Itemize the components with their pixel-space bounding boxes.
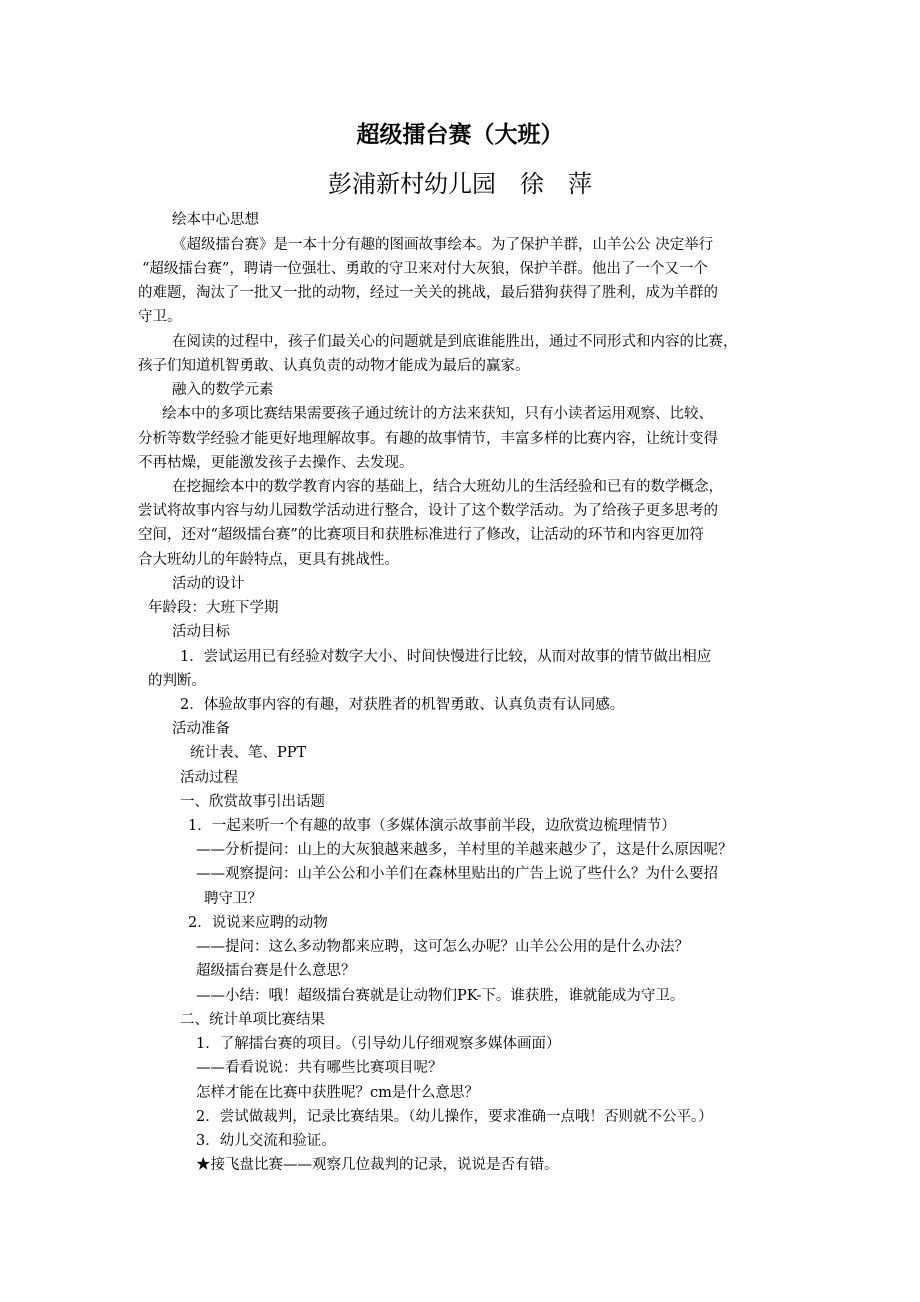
paragraph-line: 统计表、笔、PPT (190, 745, 307, 761)
paragraph-line: 分析等数学经验才能更好地理解故事。有趣的故事情节，丰富多样的比赛内容，让统计变得 (138, 431, 718, 447)
list-item: 2．说说来应聘的动物 (188, 915, 328, 931)
paragraph-line: 绘本中的多项比赛结果需要孩子通过统计的方法来获知，只有小读者运用观察、比较、 (162, 406, 713, 422)
list-item: 3．幼儿交流和验证。 (196, 1133, 336, 1149)
list-item: 2．尝试做裁判，记录比赛结果。（幼儿操作，要求准确一点哦！否则就不公平。） (196, 1109, 713, 1125)
paragraph-line: 在阅读的过程中，孩子们最关心的问题就是到底谁能胜出，通过不同形式和内容的比赛， (172, 334, 738, 350)
paragraph-line: 合大班幼儿的年龄特点，更具有挑战性。 (138, 552, 399, 568)
section-heading: 绘本中心思想 (172, 212, 259, 228)
paragraph-line: 守卫。 (138, 309, 182, 325)
paragraph-line: 在挖掘绘本中的数学教育内容的基础上，结合大班幼儿的生活经验和已有的数学概念， (172, 479, 723, 495)
paragraph-line: 年龄段：大班下学期 (148, 600, 279, 616)
list-item: 1．了解擂台赛的项目。（引导幼儿仔细观察多媒体画面） (196, 1036, 561, 1052)
section-heading: 二、统计单项比赛结果 (180, 1012, 325, 1028)
section-heading: 融入的数学元素 (172, 382, 274, 398)
list-item: 超级擂台赛是什么意思？ (196, 963, 356, 979)
list-item: 1．尝试运用已有经验对数字大小、时间快慢进行比较，从而对故事的情节做出相应 (180, 649, 712, 665)
list-item: ——提问：这么多动物都来应聘，这可怎么办呢？山羊公公用的是什么办法？ (196, 939, 689, 955)
paragraph-line: 的难题，淘汰了一批又一批的动物，经过一关关的挑战，最后猎狗获得了胜利，成为羊群的 (138, 285, 718, 301)
list-item: ★接飞盘比赛——观察几位裁判的记录，说说是否有错。 (196, 1157, 559, 1173)
author-line: 彭浦新村幼儿园 徐 萍 (328, 170, 592, 198)
paragraph-line: 孩子们知道机智勇敢、认真负责的动物才能成为最后的赢家。 (138, 358, 530, 374)
list-item: 1．一起来听一个有趣的故事（多媒体演示故事前半段，边欣赏边梳理情节） (188, 818, 676, 834)
paragraph-line: 不再枯燥，更能激发孩子去操作、去发现。 (138, 455, 414, 471)
paragraph-line: 尝试将故事内容与幼儿园数学活动进行整合，设计了这个数学活动。为了给孩子更多思考的 (138, 503, 718, 519)
list-item: 的判断。 (148, 673, 206, 689)
paragraph-line: 《超级擂台赛》是一本十分有趣的图画故事绘本。为了保护羊群，山羊公公 决定举行 (172, 237, 714, 253)
list-item: ——小结：哦！超级擂台赛就是让动物们PK-下。谁获胜，谁就能成为守卫。 (196, 988, 685, 1004)
paragraph-line: “超级擂台赛”，聘请一位强壮、勇敢的守卫来对付大灰狼，保护羊群。他出了一个又一个 (142, 261, 708, 277)
list-item: ——看看说说：共有哪些比赛项目呢？ (196, 1060, 443, 1076)
section-heading: 活动准备 (172, 721, 230, 737)
section-heading: 活动的设计 (172, 576, 245, 592)
section-heading: 活动过程 (180, 770, 238, 786)
list-item: 聘守卫？ (204, 891, 262, 907)
section-heading: 一、欣赏故事引出话题 (180, 794, 325, 810)
list-item: 2．体验故事内容的有趣，对获胜者的机智勇敢、认真负责有认同感。 (180, 697, 625, 713)
list-item: ——观察提问：山羊公公和小羊们在森林里贴出的广告上说了些什么？为什么要招 (196, 866, 718, 882)
page-title: 超级擂台赛（大班） (356, 121, 564, 148)
list-item: ——分析提问：山上的大灰狼越来越多，羊村里的羊越来越少了，这是什么原因呢？ (196, 842, 733, 858)
paragraph-line: 空间，还对“超级擂台赛”的比赛项目和获胜标准进行了修改，让活动的环节和内容更加符 (138, 527, 704, 543)
section-heading: 活动目标 (172, 624, 230, 640)
list-item: 怎样才能在比赛中获胜呢？cm是什么意思？ (196, 1085, 479, 1101)
